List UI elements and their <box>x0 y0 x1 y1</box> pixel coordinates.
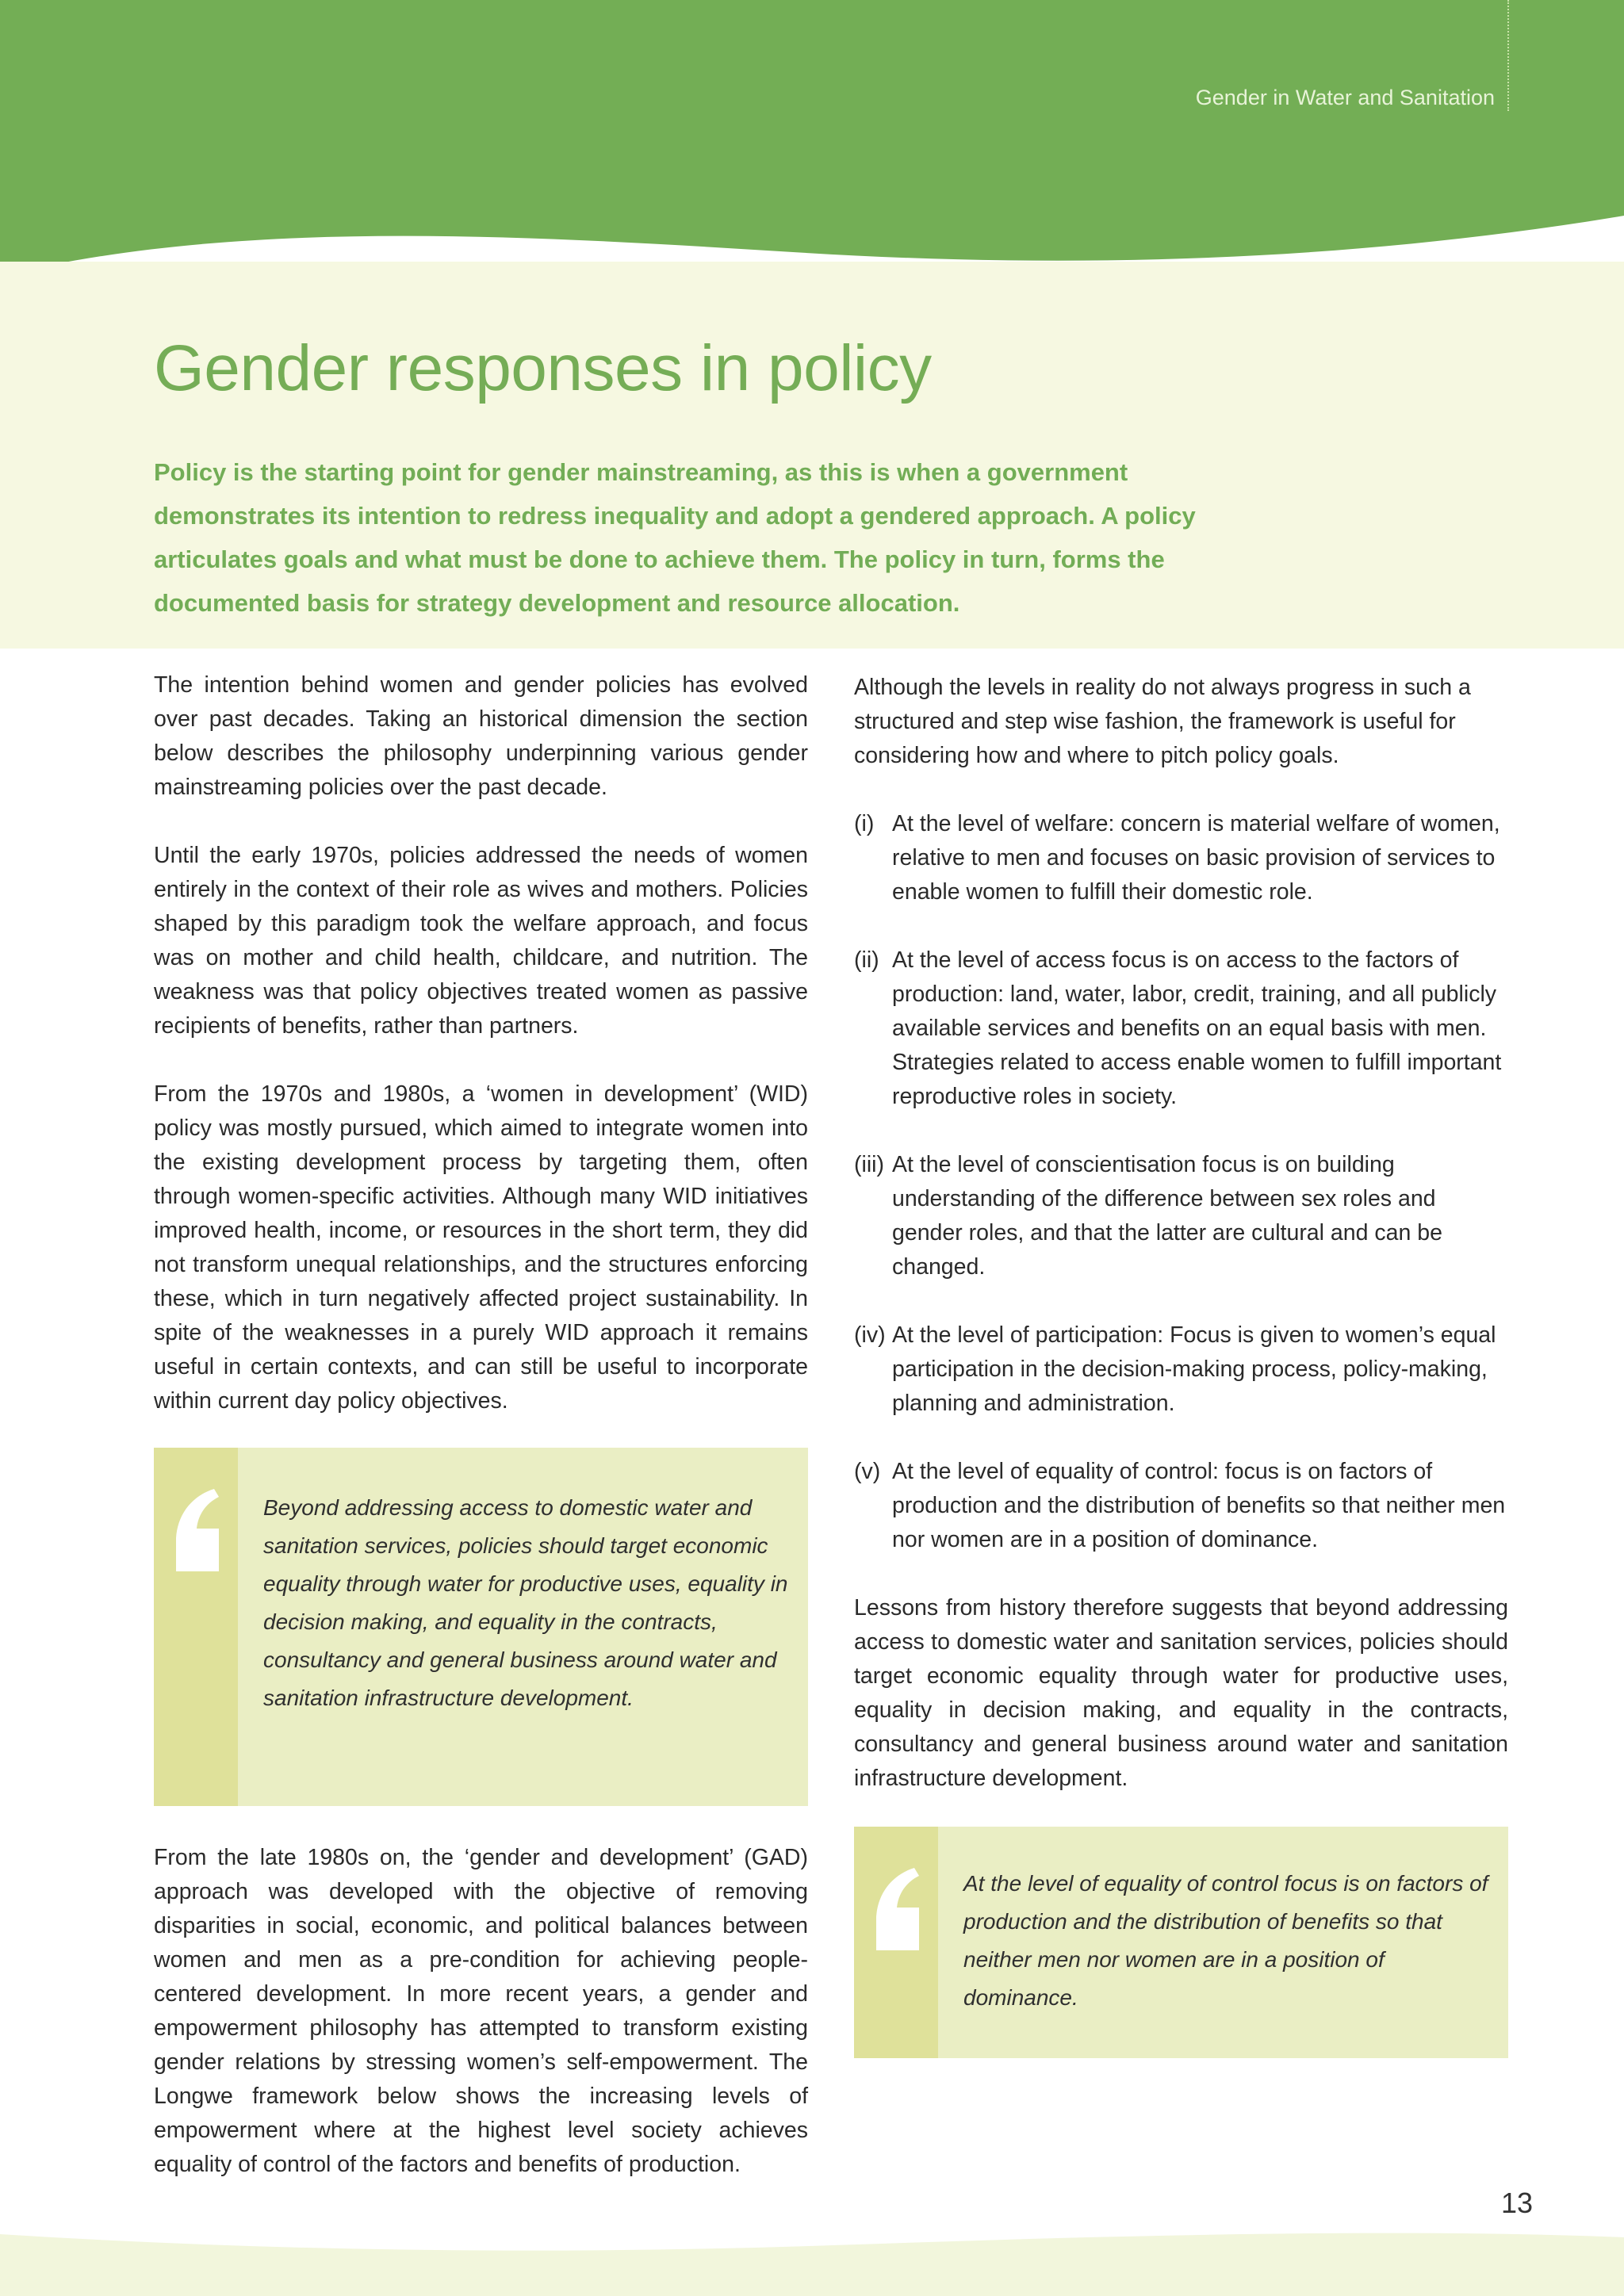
body-paragraph: Lessons from history therefore suggests that beyond addressing access to domestic water and sanitation services, policies should target economic equality through water for productive uses, equality in decision making, and equality in the contracts, consultancy and general business around water and sanitation infrastructure development. <box>854 1595 1508 1791</box>
quote-bar <box>154 1448 238 1806</box>
list-item-text: At the level of conscientisation focus is on building understanding of the difference between sex roles and gender roles, and that the latter are cultural and can be changed. <box>892 1152 1442 1280</box>
list-item <box>854 943 1508 1114</box>
list-item-number: (v) <box>854 1459 881 1484</box>
header-wave <box>0 0 1624 285</box>
left-column <box>154 668 808 1418</box>
list-item-text: At the level of participation: Focus is given to women’s equal participation in the decision-making process, policy-making, planning and administration. <box>892 1322 1496 1416</box>
header-band <box>0 0 1624 285</box>
page-number: 13 <box>1501 2187 1534 2219</box>
body-paragraph: The intention behind women and gender policies has evolved over past decades. Taking an historical dimension the section below describes the philosophy underpinning various gender mainstreaming policies over the past decade. <box>154 672 808 800</box>
pull-quote-text: At the level of equality of control focus is on factors of production and the distribution of benefits so that neither men nor women are in a position of dominance. <box>963 1871 1488 2010</box>
body-paragraph: Until the early 1970s, policies addressed the needs of women entirely in the context of their role as wives and mothers. Policies shaped by this paradigm took the welfare approach, and focus was on mother and child health, childcare, and nutrition. The weakness was that policy objectives treated women as passive recipients of benefits, rather than partners. <box>154 843 808 1039</box>
list-item <box>854 1318 1508 1421</box>
list-item-text: At the level of access focus is on access to the factors of production: land, water, labor, credit, training, and all publicly available services and benefits on an equal basis with men. Strategies related to access enable women to fulfill important reproductive roles in society. <box>892 947 1502 1109</box>
body-paragraph: Although the levels in reality do not always progress in such a structured and step wise fashion, the framework is useful for considering how and where to pitch policy goals. <box>854 675 1471 768</box>
list-item-text: At the level of equality of control: focus is on factors of production and the distribution of benefits so that neither men nor women are in a position of dominance. <box>892 1459 1506 1552</box>
list-item <box>854 1148 1508 1284</box>
list-item <box>854 1455 1508 1557</box>
lead-paragraph: Policy is the starting point for gender mainstreaming, as this is when a government demonstrates its intention to redress inequality and adopt a gendered approach. A policy articulates goals and what must be done to achieve them. The policy in turn, forms the documented basis for strategy development and resource allocation. <box>154 458 1196 617</box>
left-column-bottom <box>154 1841 808 2182</box>
list-item-number: (iv) <box>854 1322 886 1348</box>
pull-quote-right <box>854 1827 1508 2058</box>
pull-quote-left <box>154 1448 808 1806</box>
list-item-number: (ii) <box>854 947 879 973</box>
quote-mark-icon <box>174 1489 219 1571</box>
pull-quote-text: Beyond addressing access to domestic water and sanitation services, policies should target economic equality through water for productive uses, equality in decision making, and equality in the contracts, consultancy and general business around water and sanitation infrastructure development. <box>263 1495 788 1710</box>
header-dotted-rule <box>1507 0 1509 111</box>
longwe-levels-list <box>854 807 1508 1557</box>
quote-mark-icon <box>875 1868 919 1950</box>
list-item-text: At the level of welfare: concern is material welfare of women, relative to men and focuses on basic provision of services to enable women to fulfill their domestic role. <box>892 811 1500 905</box>
quote-bar <box>854 1827 938 2058</box>
footer-band <box>0 2220 1624 2296</box>
list-item-number: (i) <box>854 811 875 836</box>
page-title: Gender responses in policy <box>154 332 932 404</box>
list-item-number: (iii) <box>854 1152 884 1177</box>
body-paragraph: From the 1970s and 1980s, a ‘women in development’ (WID) policy was mostly pursued, which aimed to integrate women into the existing development process by targeting them, often through women-specific activities. Although many WID initiatives improved health, income, or resources in the short term, they did not transform unequal relationships, and the structures enforcing these, which in turn negatively affected project sustainability. In spite of the weaknesses in a purely WID approach it remains useful in certain contexts, and can still be useful to incorporate within current day policy objectives. <box>154 1081 808 1414</box>
footer-wave <box>0 2220 1624 2296</box>
running-title: Gender in Water and Sanitation <box>1195 86 1495 109</box>
list-item <box>854 807 1508 909</box>
body-paragraph: From the late 1980s on, the ‘gender and development’ (GAD) approach was developed with the objective of removing disparities in social, economic, and political balances between women and men as a pre-condition for achieving people-centered development. In more recent years, a gender and empowerment philosophy has attempted to transform existing gender relations by stressing women’s self-empowerment. The Longwe framework below shows the increasing levels of empowerment where at the highest level society achieves equality of control of the factors and benefits of production. <box>154 1845 808 2177</box>
right-column <box>854 671 1508 1796</box>
